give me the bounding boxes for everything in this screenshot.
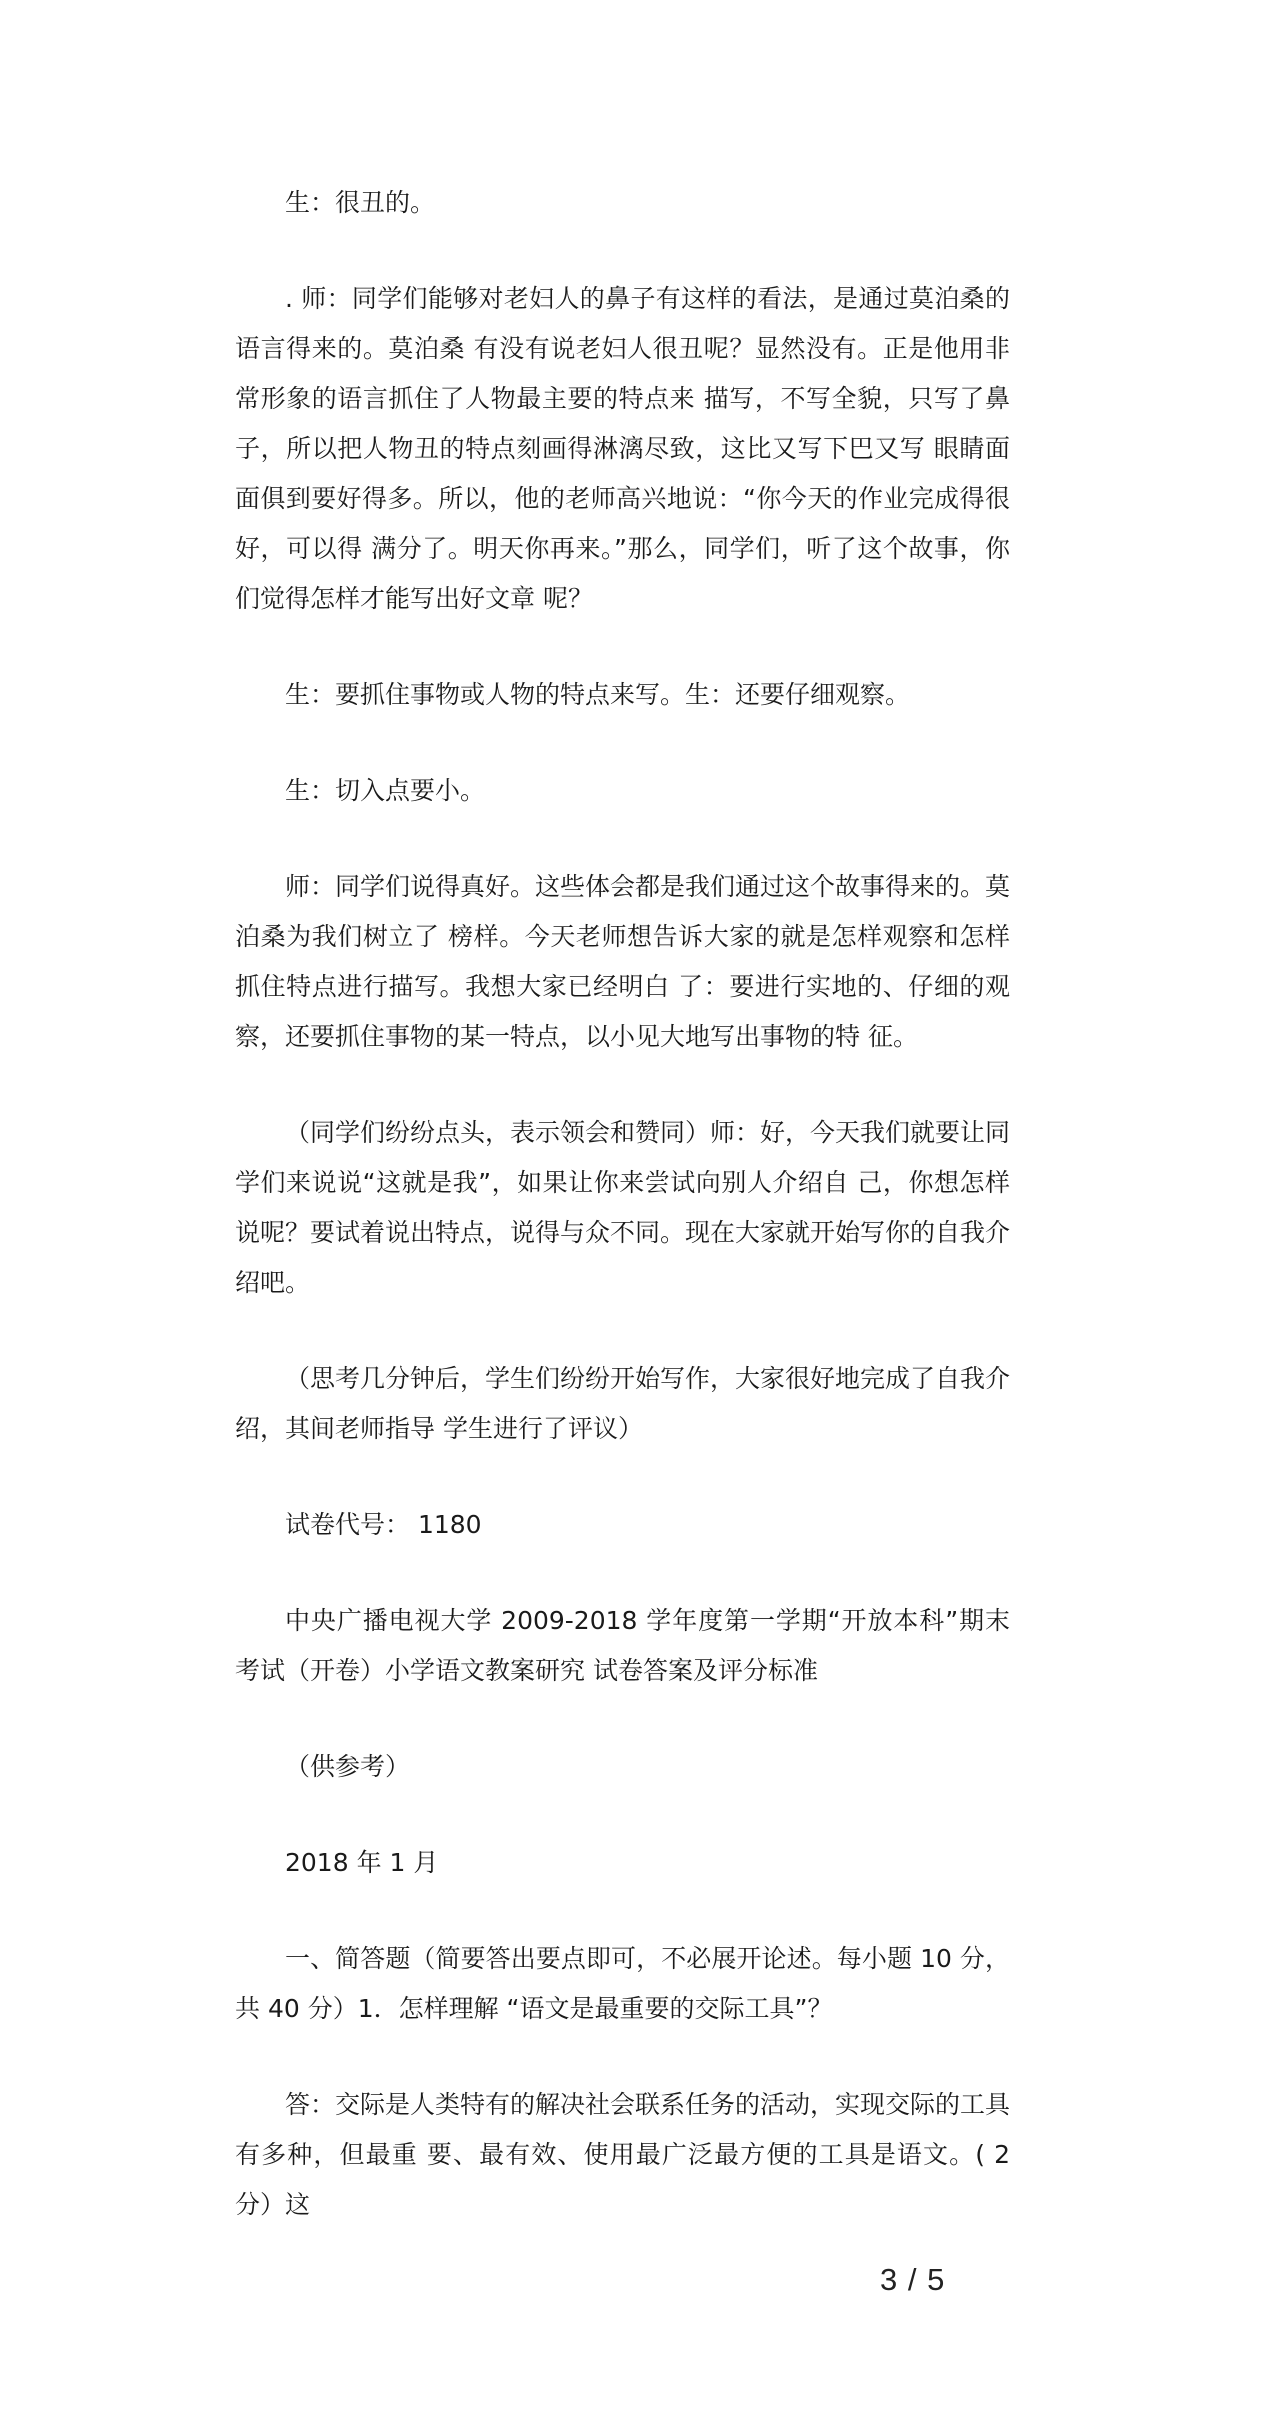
document-body [235, 178, 1010, 2276]
paragraph-6: （同学们纷纷点头，表示领会和赞同）师：好，今天我们就要让同学们来说说“这就是我”，如果让你来尝试向别人介绍自 己，你想怎样说呢？要试着说出特点，说得与众不同。现在大家就开始写你的自我介绍吧。 [235, 1118, 1011, 1297]
paragraph-3: 生：要抓住事物或人物的特点来写。生：还要仔细观察。 [285, 680, 911, 709]
page-number: 3 / 5 [880, 2262, 946, 2297]
paragraph-5: 师：同学们说得真好。这些体会都是我们通过这个故事得来的。莫泊桑为我们树立了 榜样。今天老师想告诉大家的就是怎样观察和怎样抓住特点进行描写。我想大家已经明白 了：要进行实地的、仔细的观察，还要抓住事物的某一特点，以小见大地写出事物的特 征。 [235, 872, 1011, 1051]
reference-note: （供参考） [285, 1752, 411, 1781]
paragraph-4: 生：切入点要小。 [285, 776, 486, 805]
section-heading: 一、简答题（简要答出要点即可，不必展开论述。每小题 10 分，共 40 分）1．怎样理解 “语文是最重要的交际工具”？ [235, 1944, 1010, 2023]
exam-code: 试卷代号： 1180 [285, 1510, 482, 1539]
paragraph-7: （思考几分钟后，学生们纷纷开始写作，大家很好地完成了自我介绍，其间老师指导 学生进行了评议） [235, 1364, 1011, 1443]
paragraph-1: 生：很丑的。 [285, 188, 436, 217]
exam-date: 2018 年 1 月 [285, 1848, 439, 1877]
paragraph-2: . 师：同学们能够对老妇人的鼻子有这样的看法，是通过莫泊桑的语言得来的。莫泊桑 有没有说老妇人很丑呢？显然没有。正是他用非常形象的语言抓住了人物最主要的特点来 描写，不写全貌，只写了鼻子，所以把人物丑的特点刻画得淋漓尽致，这比又写下巴又写 眼睛面面俱到要好得多。所以，他的老师高兴地说：“你今天的作业完成得很好，可以得 满分了。明天你再来。”那么，同学们，听了这个故事，你们觉得怎样才能写出好文章 呢？ [235, 284, 1010, 613]
answer-paragraph: 答：交际是人类特有的解决社会联系任务的活动，实现交际的工具有多种，但最重 要、最有效、使用最广泛最方便的工具是语文。( 2 分）这 [235, 2090, 1011, 2219]
exam-title: 中央广播电视大学 2009-2018 学年度第一学期“开放本科”期末考试（开卷）小学语文教案研究 试卷答案及评分标准 [235, 1606, 1010, 1685]
